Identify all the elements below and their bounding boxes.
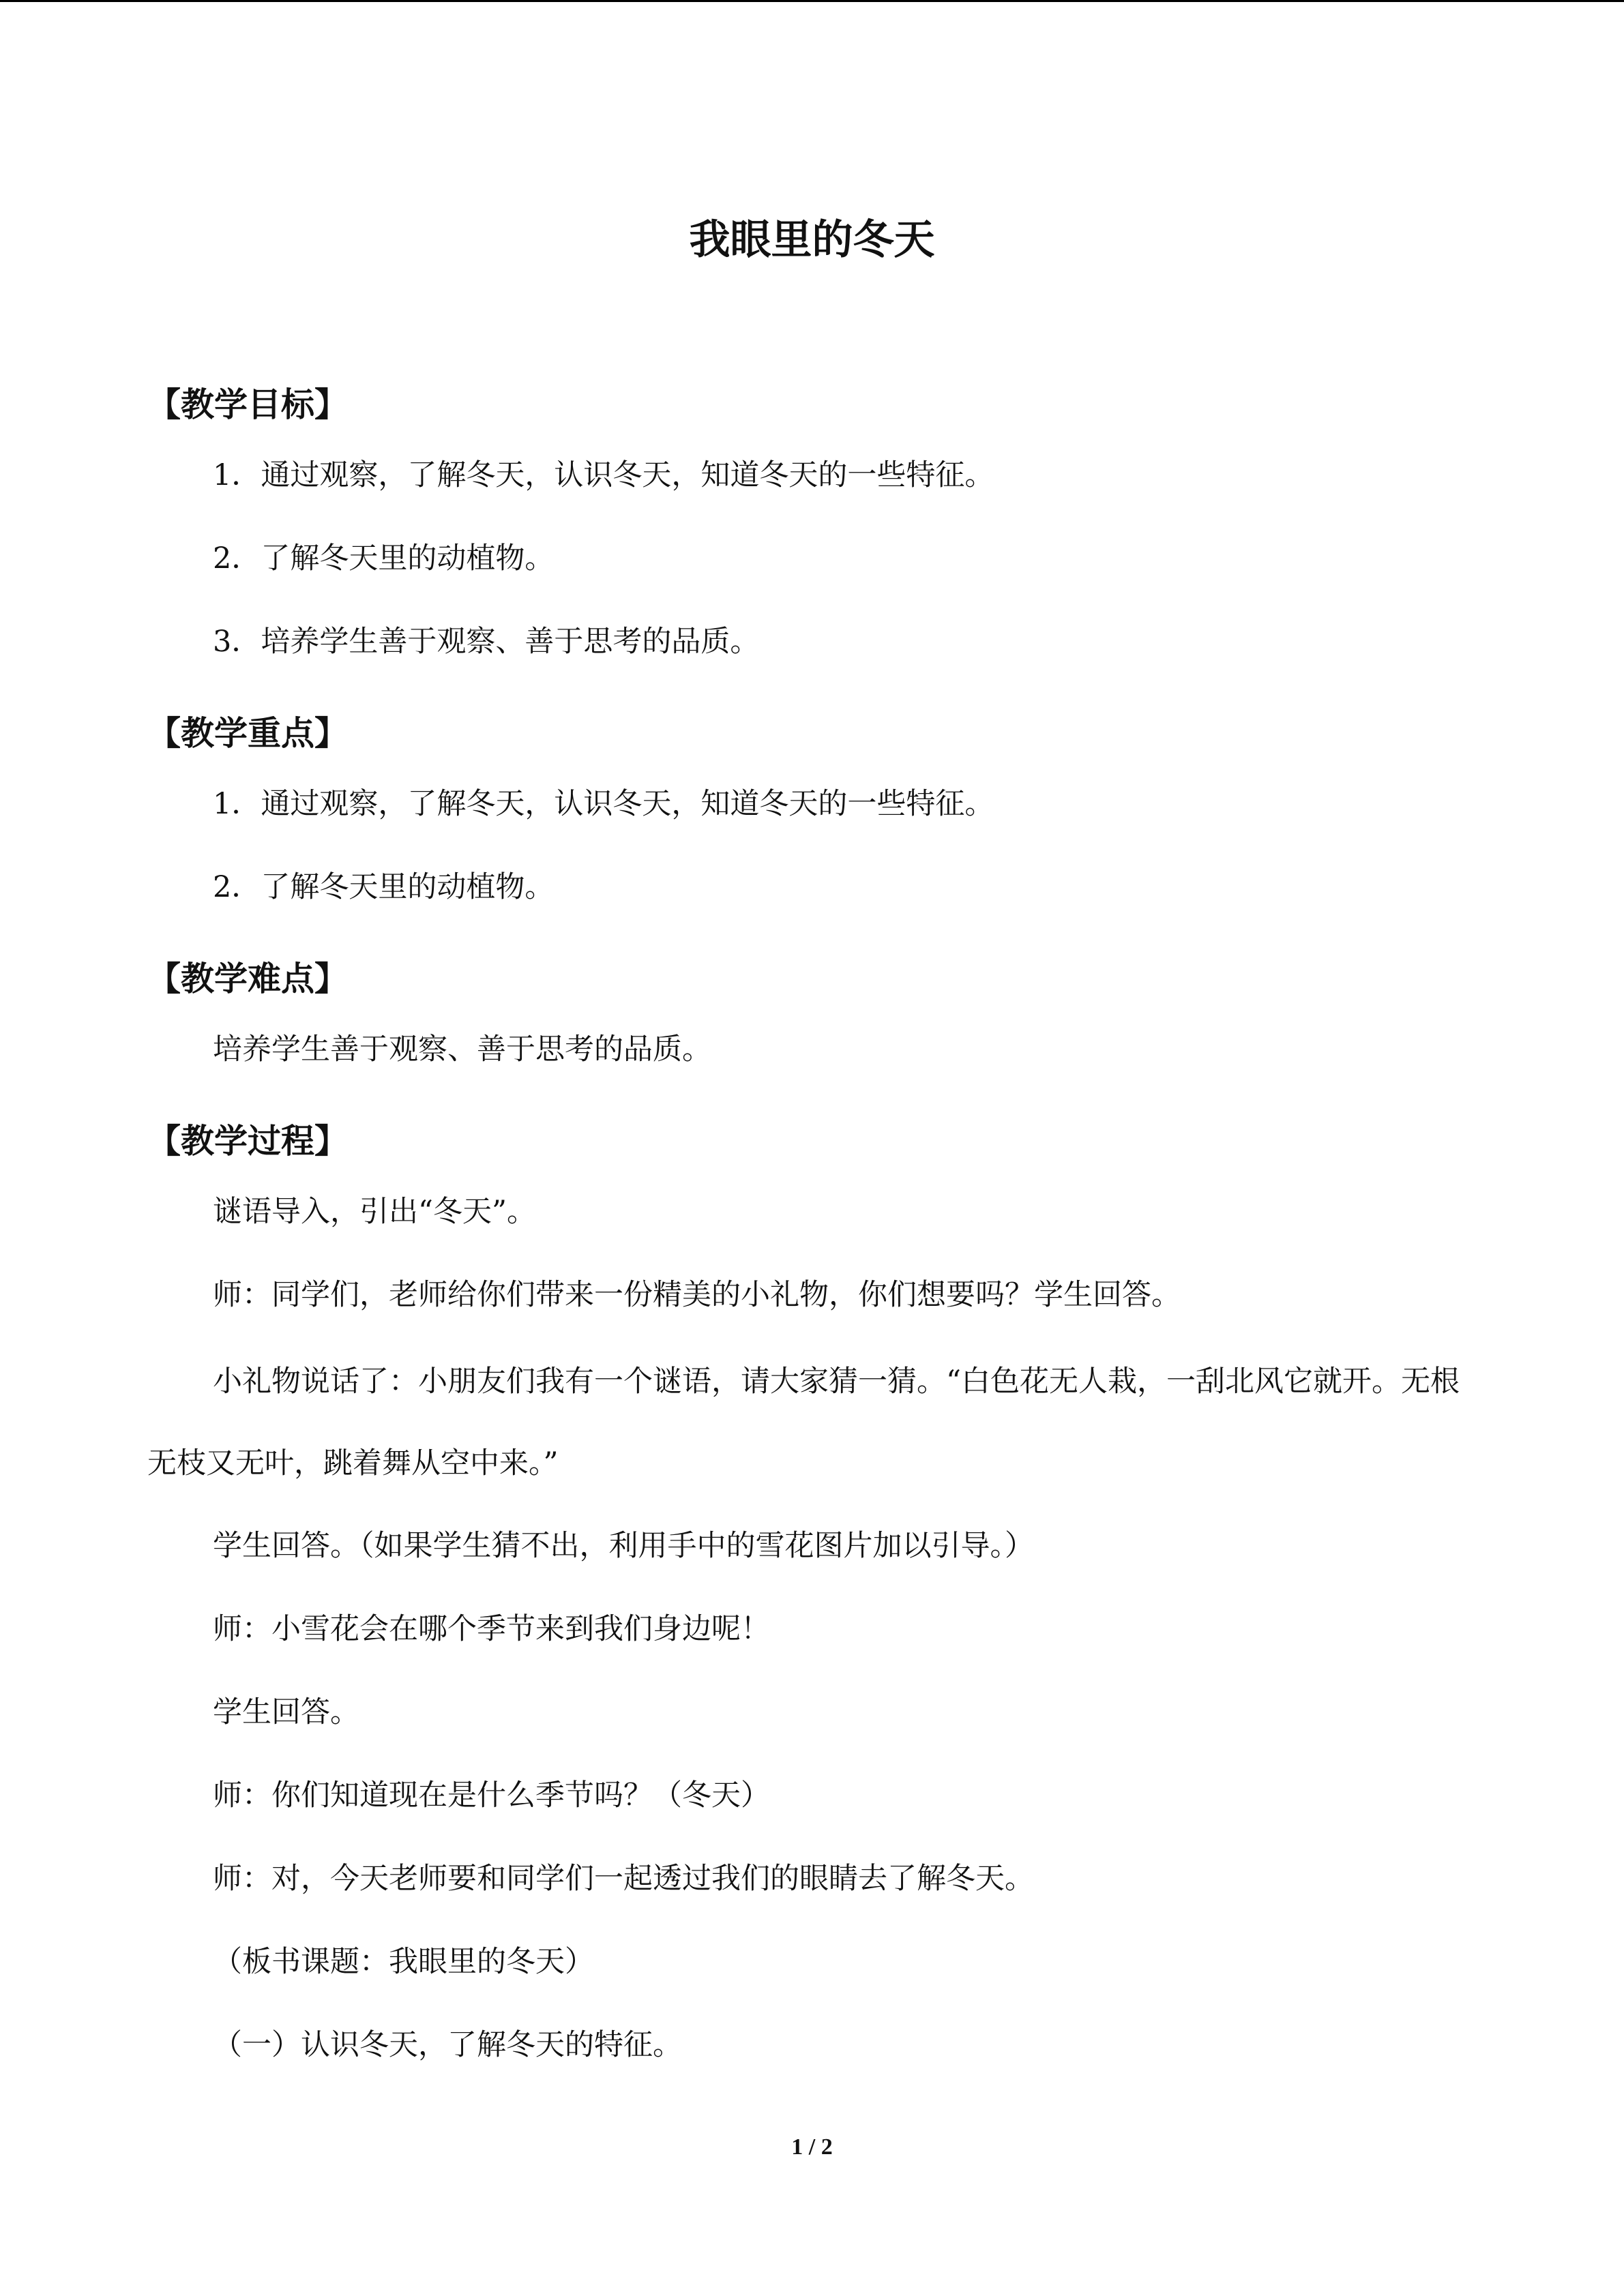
paragraph: 3．培养学生善于观察、善于思考的品质。: [213, 625, 760, 659]
paragraph: 1．通过观察，了解冬天，认识冬天，知道冬天的一些特征。: [213, 787, 994, 821]
section-heading: 【教学过程】: [147, 1122, 349, 1161]
section-teaching-process: [147, 1110, 1484, 2068]
paragraph: 培养学生善于观察、善于思考的品质。: [213, 1032, 711, 1067]
paragraph: 师：小雪花会在哪个季节来到我们身边呢！: [213, 1612, 770, 1646]
paragraph: 师：同学们，老师给你们带来一份精美的小礼物，你们想要吗？学生回答。: [213, 1278, 1181, 1312]
page-title: 我眼里的冬天: [689, 216, 935, 264]
page-number: 1 / 2: [791, 2134, 833, 2160]
page-top-border: [0, 0, 1624, 2]
section-heading: 【教学难点】: [147, 959, 349, 998]
document-body: [147, 374, 1484, 2106]
paragraph: 1．通过观察，了解冬天，认识冬天，知道冬天的一些特征。: [213, 458, 994, 492]
paragraph: 学生回答。: [213, 1695, 359, 1729]
paragraph: 2．了解冬天里的动植物。: [213, 870, 555, 904]
paragraph: （一）认识冬天，了解冬天的特征。: [213, 2028, 682, 2062]
section-heading: 【教学目标】: [147, 385, 349, 424]
paragraph: 师：你们知道现在是什么季节吗？（冬天）: [213, 1778, 770, 1813]
section-teaching-difficulty: [147, 948, 1484, 1072]
paragraph: 学生回答。（如果学生猜不出，利用手中的雪花图片加以引导。）: [213, 1529, 1034, 1563]
paragraph-riddle: 小礼物说话了：小朋友们我有一个谜语，请大家猜一猜。“白色花无人栽，一刮北风它就开。无根无枝又无叶，跳着舞从空中来。”: [147, 1365, 1460, 1480]
paragraph: 师：对，今天老师要和同学们一起透过我们的眼睛去了解冬天。: [213, 1862, 1034, 1896]
section-heading: 【教学重点】: [147, 714, 349, 753]
section-teaching-focus: [147, 702, 1484, 910]
section-teaching-objectives: [147, 374, 1484, 664]
paragraph: 2．了解冬天里的动植物。: [213, 541, 555, 576]
paragraph: 谜语导入，引出“冬天”。: [213, 1195, 536, 1229]
paragraph: （板书课题：我眼里的冬天）: [213, 1945, 594, 1979]
